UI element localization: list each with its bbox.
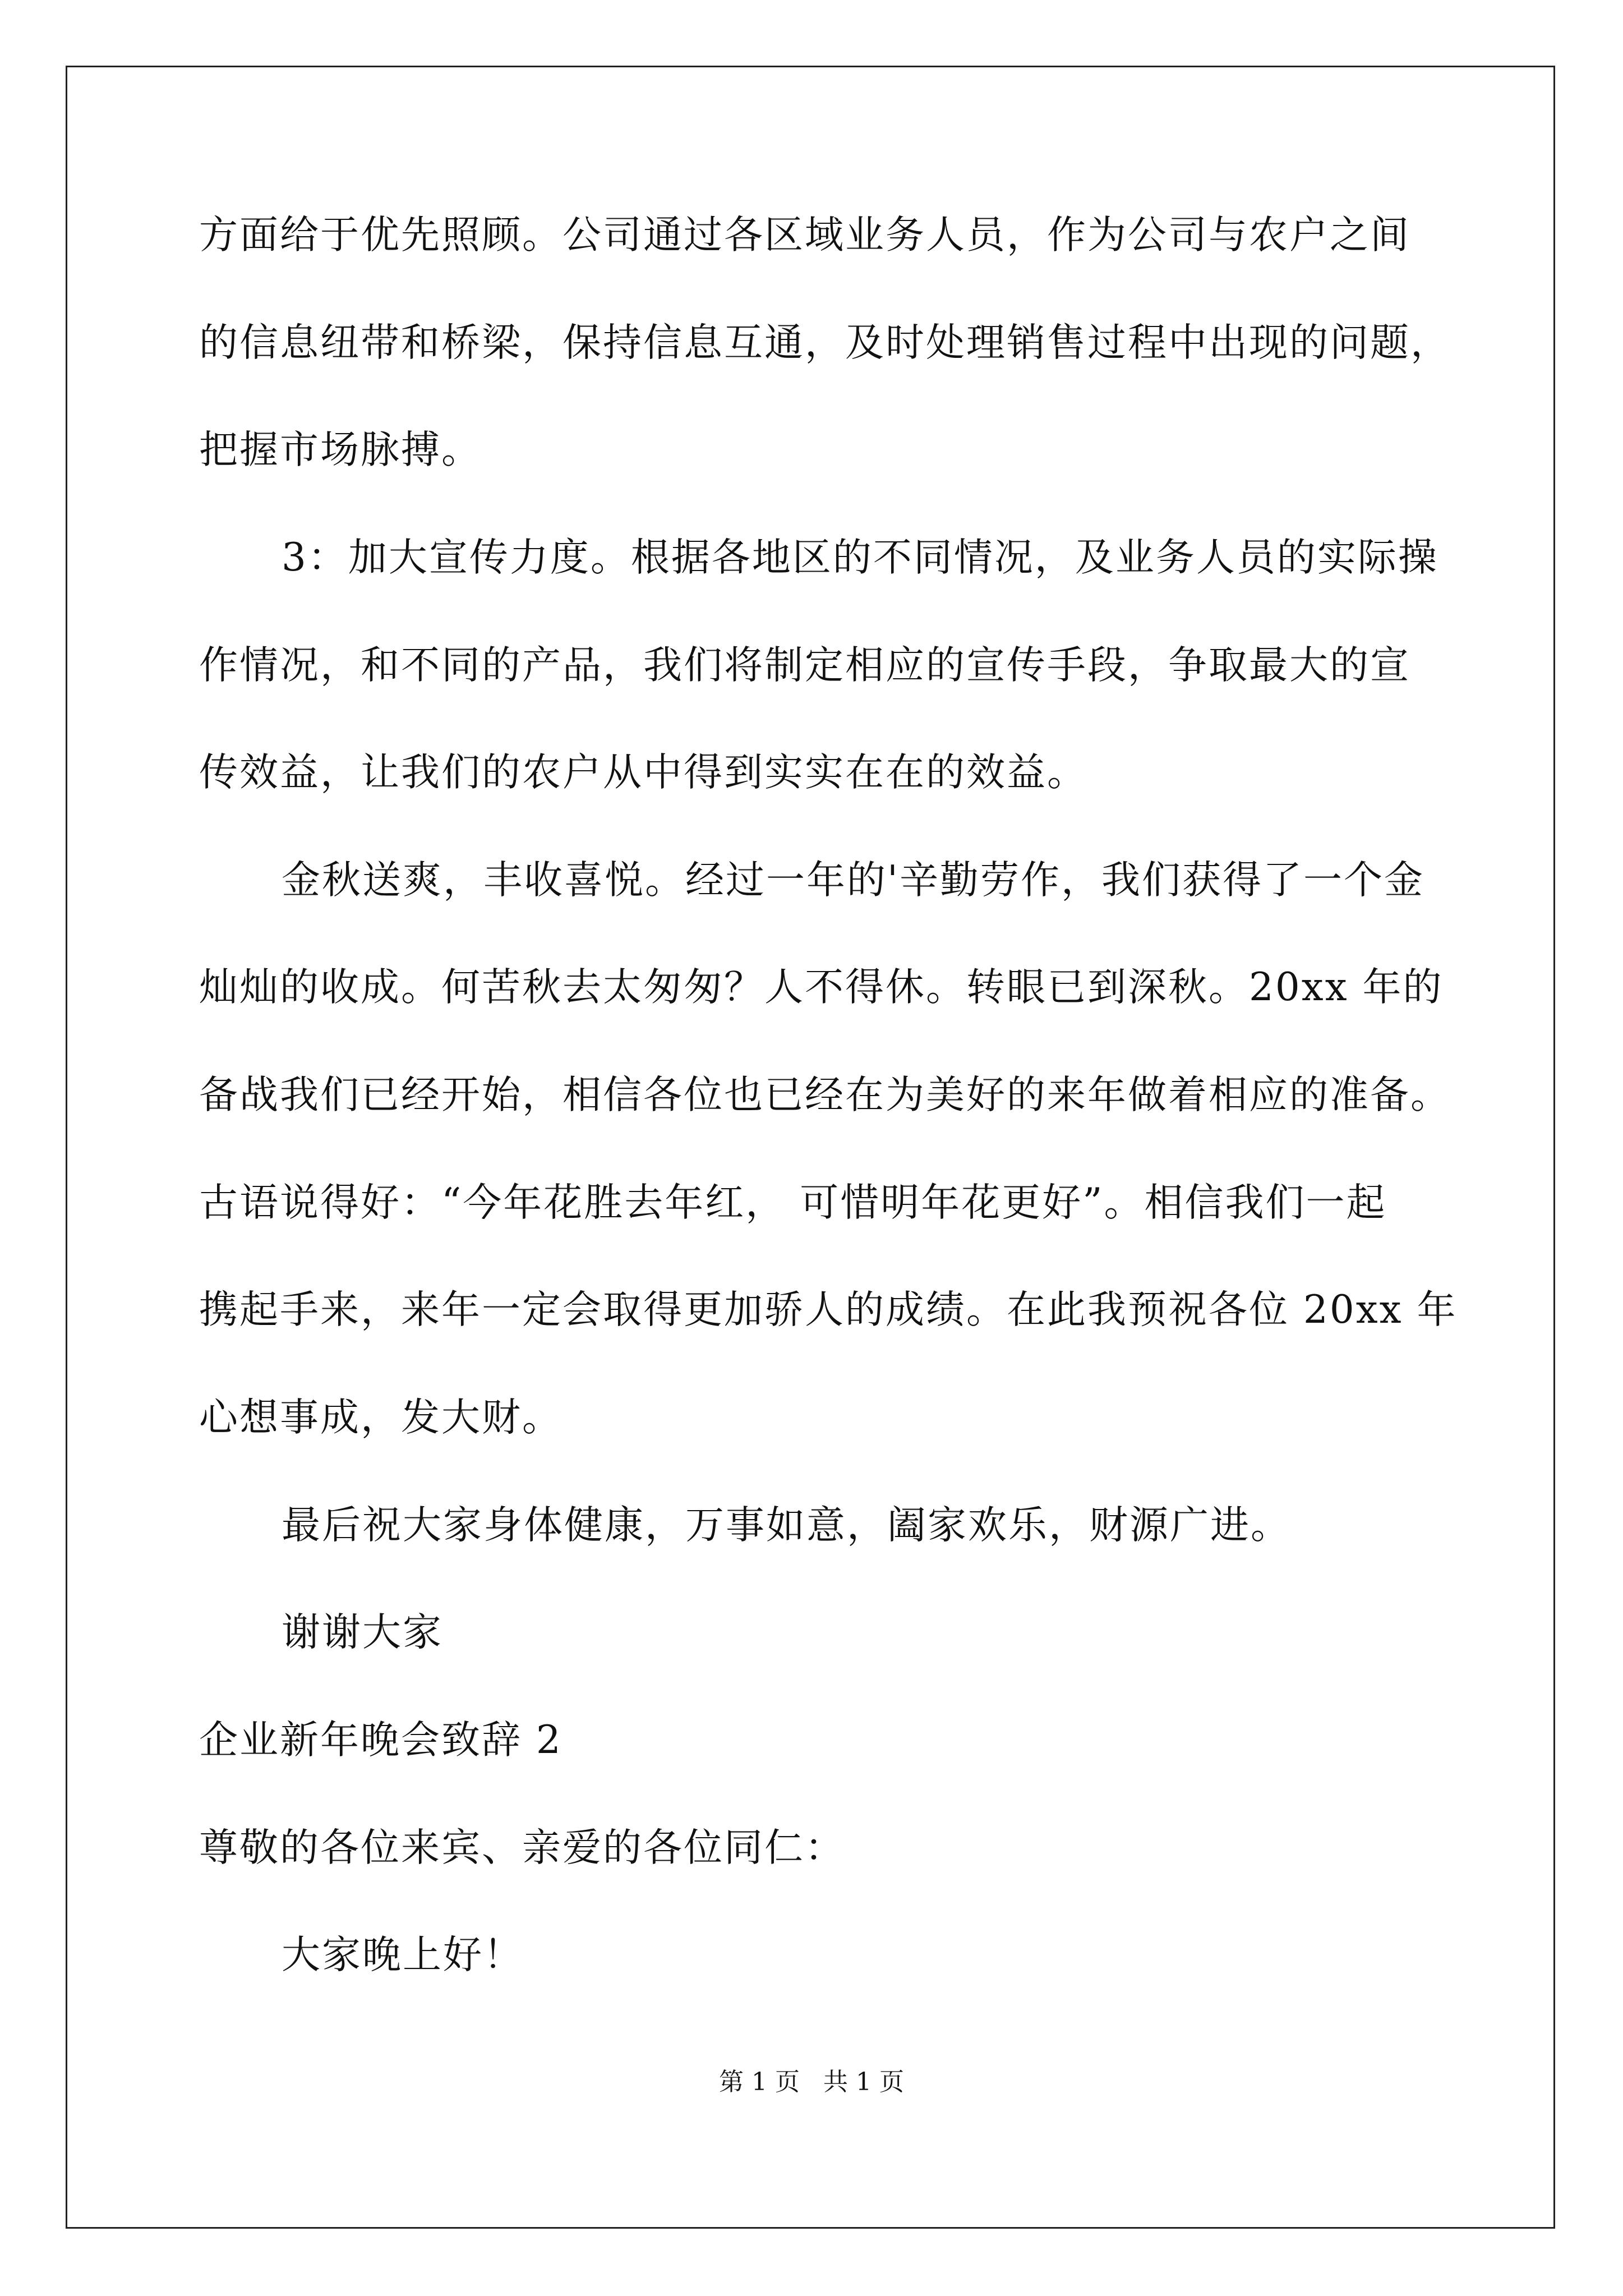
text-line: 大家晚上好！ <box>282 1932 524 1977</box>
text-line: 方面给于优先照顾。公司通过各区域业务人员，作为公司与农户之间 <box>199 213 1410 257</box>
text-line: 的信息纽带和桥梁，保持信息互通，及时处理销售过程中出现的问题， <box>199 320 1451 365</box>
text-line: 灿灿的收成。何苦秋去太匆匆？人不得休。转眼已到深秋。20xx 年的 <box>199 965 1444 1010</box>
text-line: 古语说得好：“今年花胜去年红， 可惜明年花更好”。相信我们一起 <box>199 1180 1387 1225</box>
text-line: 把握市场脉搏。 <box>199 427 482 472</box>
text-line: 3：加大宣传力度。根据各地区的不同情况，及业务人员的实际操 <box>282 535 1438 580</box>
salutation: 尊敬的各位来宾、亲爱的各位同仁： <box>199 1825 845 1870</box>
page-border <box>66 66 1555 2229</box>
page-footer: 第 1 页 共 1 页 <box>719 2068 904 2096</box>
text-line: 谢谢大家 <box>282 1610 443 1655</box>
text-line: 心想事成，发大财。 <box>199 1395 562 1440</box>
text-line: 金秋送爽，丰收喜悦。经过一年的'辛勤劳作，我们获得了一个金 <box>282 858 1424 903</box>
text-line: 携起手来，来年一定会取得更加骄人的成绩。在此我预祝各位 20xx 年 <box>199 1287 1458 1332</box>
text-line: 作情况，和不同的产品，我们将制定相应的宣传手段，争取最大的宣 <box>199 643 1410 688</box>
section-title: 企业新年晚会致辞 2 <box>199 1718 562 1763</box>
text-line: 最后祝大家身体健康，万事如意，阖家欢乐，财源广进。 <box>282 1503 1291 1548</box>
text-line: 传效益，让我们的农户从中得到实实在在的效益。 <box>199 750 1087 795</box>
text-line: 备战我们已经开始，相信各位也已经在为美好的来年做着相应的准备。 <box>199 1073 1451 1117</box>
